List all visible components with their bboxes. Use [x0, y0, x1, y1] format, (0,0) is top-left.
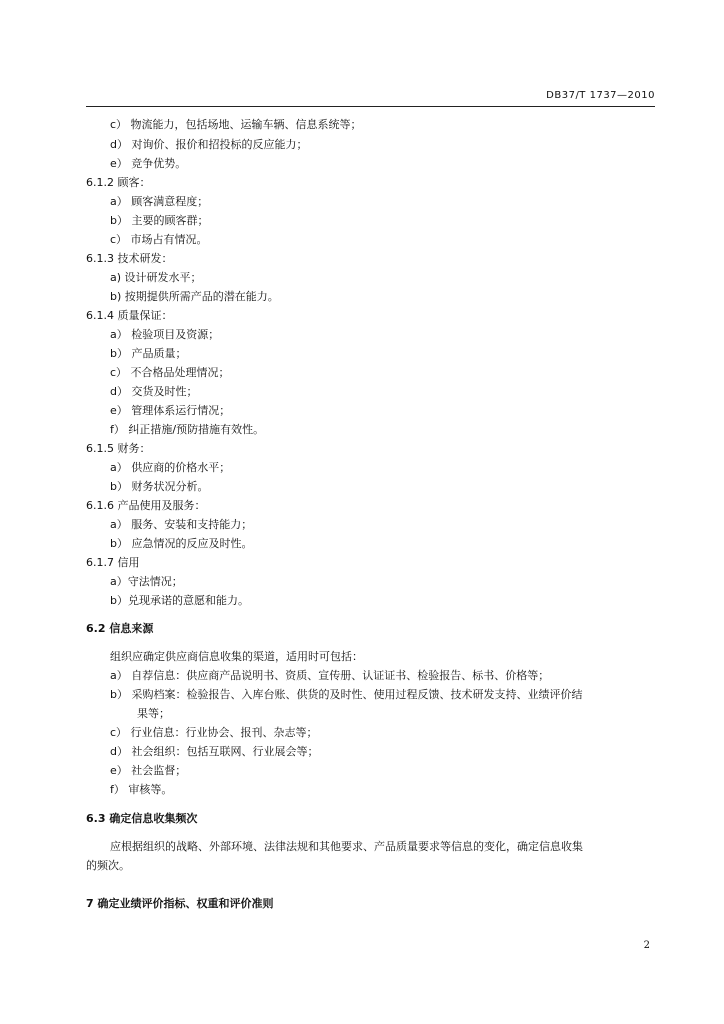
document-code-header: DB37/T 1737—2010: [546, 90, 655, 101]
list-item: e） 竞争优势。: [110, 157, 187, 170]
list-item: c） 不合格品处理情况；: [110, 366, 230, 379]
list-item: a） 服务、安装和支持能力；: [110, 518, 253, 531]
list-item: c） 行业信息：行业协会、报刊、杂志等；: [110, 726, 318, 739]
section-heading: 6.2 信息来源: [86, 622, 154, 635]
list-item: f） 纠正措施/预防措施有效性。: [110, 423, 265, 436]
list-item-continuation: 果等；: [137, 707, 170, 720]
list-item: a) 设计研发水平；: [110, 271, 202, 284]
list-item: d） 社会组织：包括互联网、行业展会等；: [110, 745, 319, 758]
list-item: a）守法情况；: [110, 575, 183, 588]
list-item: c） 市场占有情况。: [110, 233, 208, 246]
list-item: e） 社会监督；: [110, 764, 187, 777]
chapter-heading: 7 确定业绩评价指标、权重和评价准则: [86, 897, 274, 910]
list-item: b）兑现承诺的意愿和能力。: [110, 594, 249, 607]
list-item: a） 检验项目及资源；: [110, 328, 220, 341]
list-item: a） 自荐信息：供应商产品说明书、资质、宣传册、认证证书、检验报告、标书、价格等；: [110, 669, 550, 682]
clause-heading: 6.1.2 顾客：: [86, 176, 151, 189]
list-item: b) 按期提供所需产品的潜在能力。: [110, 290, 279, 303]
paragraph-continuation: 的频次。: [86, 859, 130, 872]
paragraph: 组织应确定供应商信息收集的渠道，适用时可包括：: [110, 650, 363, 663]
clause-heading: 6.1.6 产品使用及服务：: [86, 499, 206, 512]
clause-heading: 6.1.7 信用: [86, 556, 140, 569]
list-item: f） 审核等。: [110, 783, 173, 796]
paragraph: 应根据组织的战略、外部环境、法律法规和其他要求、产品质量要求等信息的变化，确定信息收集: [110, 840, 583, 853]
list-item: d） 对询价、报价和招投标的反应能力；: [110, 138, 308, 151]
list-item: a） 供应商的价格水平；: [110, 461, 231, 474]
list-item: b） 财务状况分析。: [110, 480, 209, 493]
list-item: b） 采购档案：检验报告、入库台账、供货的及时性、使用过程反馈、技术研发支持、业绩评价结: [110, 688, 583, 701]
section-heading: 6.3 确定信息收集频次: [86, 812, 198, 825]
list-item: b） 应急情况的反应及时性。: [110, 537, 253, 550]
list-item: b） 产品质量；: [110, 347, 187, 360]
header-rule: [86, 106, 655, 107]
list-item: b） 主要的顾客群；: [110, 214, 209, 227]
clause-heading: 6.1.5 财务：: [86, 442, 151, 455]
list-item: d） 交货及时性；: [110, 385, 198, 398]
list-item: c） 物流能力，包括场地、运输车辆、信息系统等；: [110, 118, 362, 131]
page-number: 2: [643, 940, 650, 951]
list-item: a） 顾客满意程度；: [110, 195, 209, 208]
clause-heading: 6.1.4 质量保证：: [86, 309, 173, 322]
list-item: e） 管理体系运行情况；: [110, 404, 231, 417]
clause-heading: 6.1.3 技术研发：: [86, 252, 173, 265]
